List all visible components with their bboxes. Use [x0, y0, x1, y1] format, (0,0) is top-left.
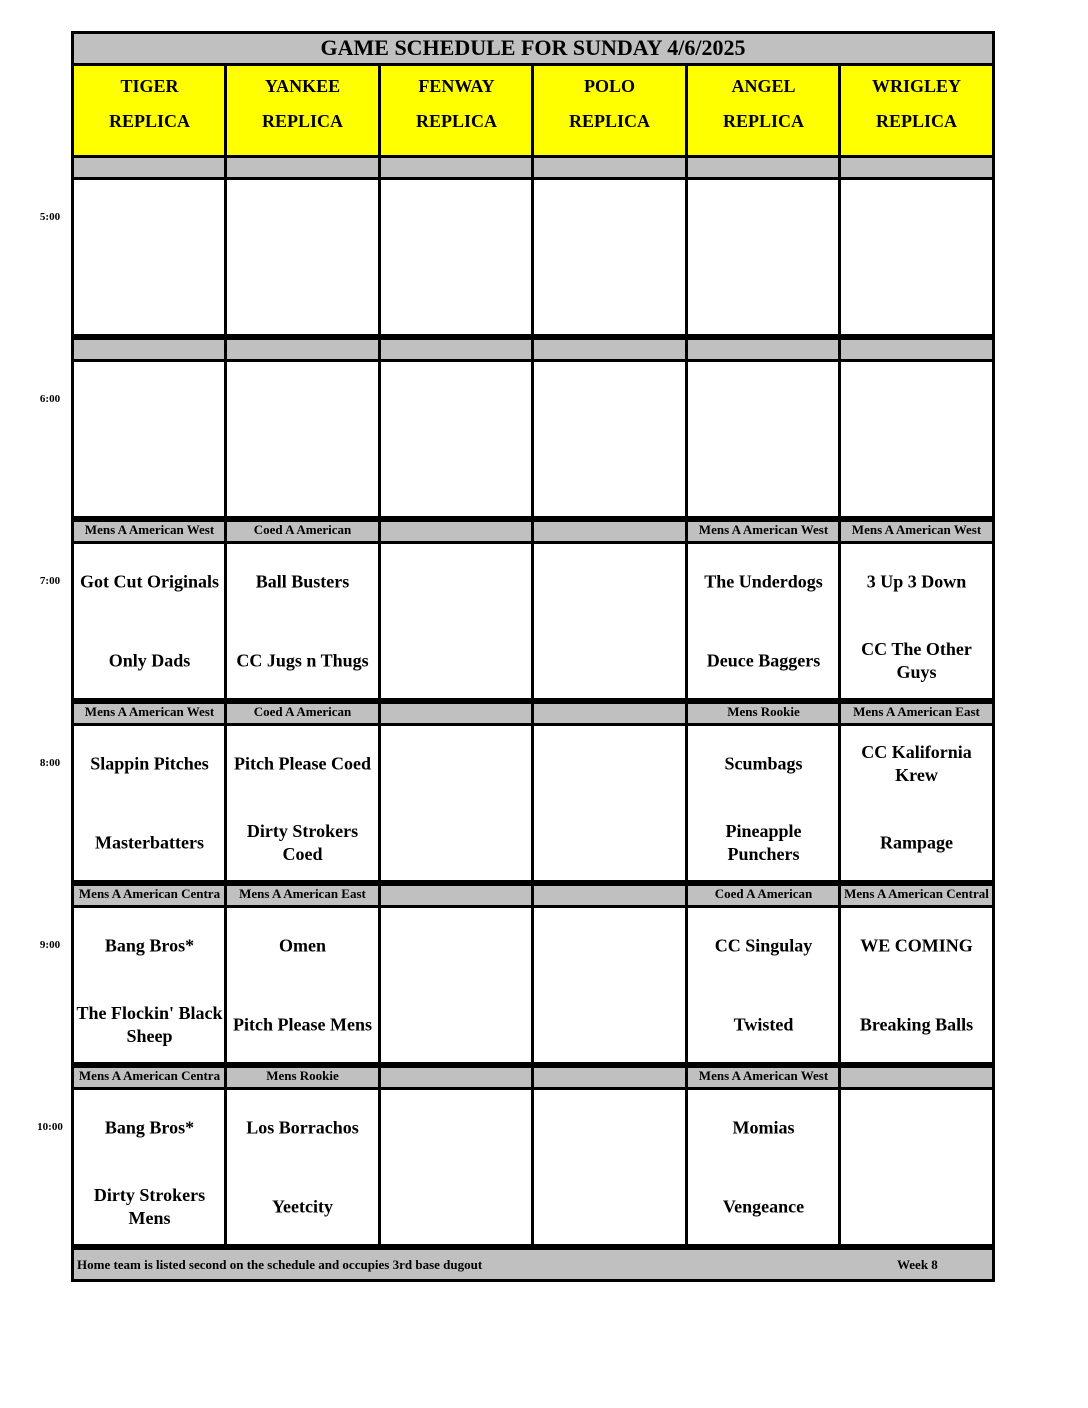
field-name: WRIGLEY: [871, 76, 961, 96]
game-cell: [378, 359, 535, 519]
time-label: 8:00: [39, 757, 61, 769]
time-label: 9:00: [39, 939, 61, 951]
field-name: FENWAY: [418, 76, 495, 96]
game-cell: [685, 1087, 842, 1247]
game-cell: [838, 177, 995, 337]
game-cell: [685, 905, 842, 1065]
field-name: ANGEL: [731, 76, 796, 96]
away-team: Omen: [279, 935, 326, 956]
field-sub: REPLICA: [261, 111, 343, 131]
game-cell: [224, 723, 381, 883]
division-band: Coed A American: [685, 883, 842, 908]
division-band: Mens A American Central: [838, 883, 995, 908]
division-band: Mens A American Centra: [71, 1065, 228, 1090]
time-label: 10:00: [37, 1121, 63, 1133]
field-header-polo: [531, 63, 688, 158]
game-cell: [531, 359, 688, 519]
away-team: Ball Busters: [255, 571, 350, 592]
home-team: Twisted: [733, 1014, 794, 1035]
game-cell: [224, 177, 381, 337]
game-cell: [71, 905, 228, 1065]
home-team: Vengeance: [722, 1196, 805, 1217]
field-name: TIGER: [120, 76, 179, 96]
division-band: Mens Rookie: [224, 1065, 381, 1090]
away-team: WE COMING: [860, 935, 973, 956]
game-cell: [838, 541, 995, 701]
game-cell: [838, 359, 995, 519]
home-team: Dirty Strokers Coed: [246, 821, 359, 864]
field-sub: REPLICA: [875, 111, 957, 131]
away-team: CC Kalifornia Krew: [861, 742, 972, 785]
game-cell: [71, 723, 228, 883]
field-sub: REPLICA: [415, 111, 497, 131]
field-name: YANKEE: [264, 76, 341, 96]
game-cell: [224, 541, 381, 701]
home-team: The Flockin' Black Sheep: [76, 1003, 223, 1046]
division-band: Mens A American West: [71, 519, 228, 544]
home-team-note: Home team is listed second on the schedule and occupies 3rd base dugout: [77, 1257, 483, 1272]
game-cell: [531, 905, 688, 1065]
division-band: Coed A American: [224, 701, 381, 726]
game-cell: [685, 177, 842, 337]
home-team: CC Jugs n Thugs: [236, 650, 369, 671]
field-header-tiger: [71, 63, 228, 158]
game-cell: [71, 541, 228, 701]
division-band: Coed A American: [224, 519, 381, 544]
game-cell: [838, 1087, 995, 1247]
game-cell: [71, 177, 228, 337]
field-header-angel: [685, 63, 842, 158]
away-team: Slappin Pitches: [90, 753, 209, 774]
division-band: Mens A American West: [71, 701, 228, 726]
away-team: Momias: [732, 1117, 795, 1138]
division-band: Mens A American East: [224, 883, 381, 908]
game-cell: [378, 177, 535, 337]
field-sub: REPLICA: [568, 111, 650, 131]
field-name: POLO: [583, 76, 635, 96]
home-team: Yeetcity: [272, 1196, 333, 1217]
game-cell: [838, 905, 995, 1065]
game-cell: [378, 541, 535, 701]
time-label: 6:00: [39, 393, 61, 405]
field-header-yankee: [224, 63, 381, 158]
away-team: Los Borrachos: [246, 1117, 359, 1138]
game-cell: [224, 1087, 381, 1247]
division-band: Mens A American Centra: [71, 883, 228, 908]
game-cell: [531, 1087, 688, 1247]
away-team: CC Singulay: [714, 935, 813, 956]
home-team: CC The Other Guys: [861, 639, 972, 682]
game-cell: [531, 723, 688, 883]
game-cell: [685, 359, 842, 519]
game-cell: [378, 723, 535, 883]
away-team: Scumbags: [724, 753, 803, 774]
division-band: Mens Rookie: [685, 701, 842, 726]
game-cell: [224, 359, 381, 519]
game-cell: [378, 905, 535, 1065]
game-cell: [71, 359, 228, 519]
game-cell: [685, 541, 842, 701]
division-band: Mens A American East: [838, 701, 995, 726]
division-band: Mens A American West: [838, 519, 995, 544]
field-sub: REPLICA: [108, 111, 190, 131]
away-team: Bang Bros*: [104, 935, 195, 956]
away-team: Got Cut Originals: [79, 571, 219, 592]
field-header-wrigley: [838, 63, 995, 158]
home-team: Pitch Please Mens: [233, 1014, 372, 1035]
field-header-fenway: [378, 63, 535, 158]
home-team: Pineapple Punchers: [725, 821, 802, 864]
schedule-title: GAME SCHEDULE FOR SUNDAY 4/6/2025: [71, 31, 995, 66]
game-cell: [531, 541, 688, 701]
time-label: 7:00: [39, 575, 61, 587]
home-team: Deuce Baggers: [706, 650, 821, 671]
game-cell: [378, 1087, 535, 1247]
away-team: Bang Bros*: [104, 1117, 195, 1138]
home-team: Dirty Strokers Mens: [93, 1185, 206, 1228]
schedule-sheet: [37, 31, 995, 1282]
game-cell: [685, 723, 842, 883]
home-team: Only Dads: [108, 650, 191, 671]
time-label: 5:00: [39, 211, 61, 223]
home-team: Rampage: [880, 832, 953, 853]
game-cell: [224, 905, 381, 1065]
away-team: 3 Up 3 Down: [866, 571, 967, 592]
game-cell: [71, 1087, 228, 1247]
away-team: The Underdogs: [704, 571, 823, 592]
game-cell: [838, 723, 995, 883]
game-cell: [531, 177, 688, 337]
week-label: Week 8: [897, 1257, 938, 1272]
division-band: Mens A American West: [685, 1065, 842, 1090]
home-team: Breaking Balls: [859, 1014, 974, 1035]
away-team: Pitch Please Coed: [234, 753, 371, 774]
home-team: Masterbatters: [95, 832, 204, 853]
field-sub: REPLICA: [722, 111, 804, 131]
division-band: Mens A American West: [685, 519, 842, 544]
schedule-footer: [71, 1247, 995, 1282]
